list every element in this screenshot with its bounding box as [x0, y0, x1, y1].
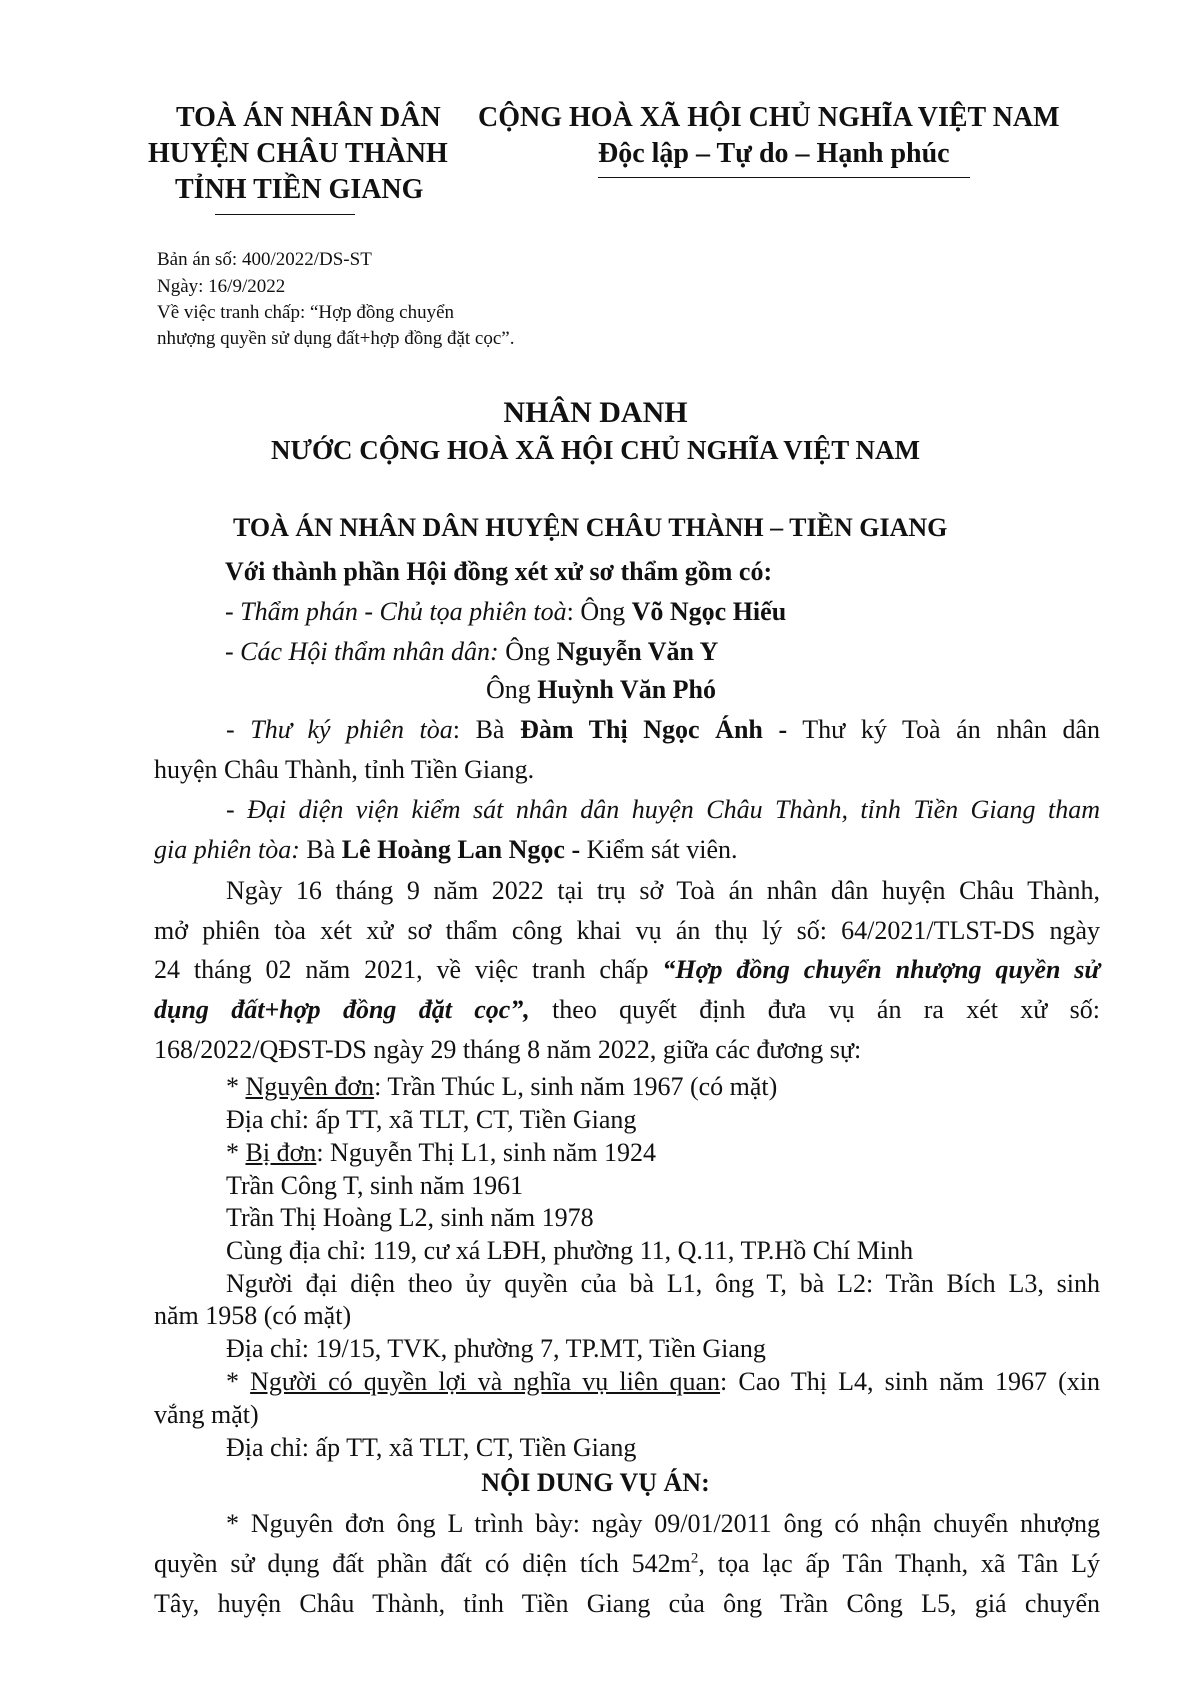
- nation-title: CỘNG HOÀ XÃ HỘI CHỦ NGHĨA VIỆT NAM: [478, 102, 1060, 133]
- content-heading: NỘI DUNG VỤ ÁN:: [481, 1468, 710, 1497]
- related-star: *: [226, 1367, 251, 1396]
- motto-underline: [598, 177, 970, 178]
- case-date: Ngày: 16/9/2022: [157, 276, 286, 297]
- intro-line4-b: theo quyết định đưa vụ án ra xét xử số:: [529, 995, 1100, 1024]
- procurator-suffix: Kiểm sát viên.: [580, 835, 738, 864]
- plaintiff-label: Nguyên đơn: [245, 1072, 375, 1101]
- clerk-suffix: Thư ký Toà án nhân dân: [787, 715, 1100, 744]
- defendant-3: Trần Thị Hoàng L2, sinh năm 1978: [226, 1203, 594, 1232]
- nation-motto: Độc lập – Tự do – Hạnh phúc: [598, 138, 950, 169]
- assessor-2: Huỳnh Văn Phó: [537, 675, 716, 704]
- procurator-line2: [154, 835, 738, 865]
- defendant-address: Cùng địa chỉ: 119, cư xá LĐH, phường 11, Q.11, TP.Hồ Chí Minh: [226, 1236, 914, 1265]
- plaintiff-line: [226, 1072, 777, 1102]
- court-name-line1: TOÀ ÁN NHÂN DÂN: [176, 102, 441, 133]
- representative-line2: năm 1958 (có mặt): [154, 1301, 352, 1330]
- clerk-label: - Thư ký phiên tòa: [226, 715, 453, 744]
- assessor-2-prefix: Ông: [486, 675, 538, 704]
- related-party-address: Địa chỉ: ấp TT, xã TLT, CT, Tiền Giang: [226, 1433, 637, 1462]
- intro-line2: mở phiên tòa xét xử sơ thẩm công khai vụ án thụ lý số: 64/2021/TLST-DS ngày: [154, 916, 1100, 945]
- court-underline: [215, 214, 355, 215]
- related-party-line: [226, 1367, 1100, 1397]
- procurator-name: Lê Hoàng Lan Ngọc -: [341, 835, 581, 864]
- judge-prefix: : Ông: [566, 597, 632, 626]
- square-meter-exponent: 2: [690, 1550, 699, 1567]
- judge-label: - Thẩm phán - Chủ tọa phiên toà: [225, 597, 567, 626]
- panel-heading: Với thành phần Hội đồng xét xử sơ thẩm gồm có:: [225, 557, 773, 586]
- assessors-label: - Các Hội thẩm nhân dân:: [225, 637, 499, 666]
- assessor-2-line: [486, 675, 716, 705]
- assessors-line: [225, 637, 718, 667]
- representative-line1: Người đại diện theo ủy quyền của bà L1, ông T, bà L2: Trần Bích L3, sinh: [226, 1269, 1100, 1298]
- clerk-prefix: : Bà: [452, 715, 521, 744]
- case-subject-line2: nhượng quyền sử dụng đất+hợp đồng đặt cọc”.: [157, 328, 515, 349]
- clerk-name: Đàm Thị Ngọc Ánh -: [520, 715, 788, 744]
- representative-address: Địa chỉ: 19/15, TVK, phường 7, TP.MT, Tiền Giang: [226, 1334, 766, 1363]
- intro-line4-a: dụng đất+hợp đồng đặt cọc”,: [154, 995, 530, 1024]
- assessor-1: Nguyễn Văn Y: [556, 637, 719, 666]
- case-subject-line1: Về việc tranh chấp: “Hợp đồng chuyển: [157, 302, 455, 323]
- defendant-text: : Nguyễn Thị L1, sinh năm 1924: [316, 1138, 656, 1167]
- intro-line5: 168/2022/QĐST-DS ngày 29 tháng 8 năm 2022, giữa các đương sự:: [154, 1035, 862, 1064]
- defendant-label: Bị đơn: [245, 1138, 317, 1167]
- related-label: Người có quyền lợi và nghĩa vụ liên quan: [250, 1367, 721, 1396]
- intro-line3: [154, 955, 1100, 985]
- plaintiff-star: *: [226, 1072, 246, 1101]
- procurator-label: gia phiên tòa:: [154, 835, 300, 864]
- assessors-prefix: Ông: [498, 637, 557, 666]
- intro-line4: [154, 995, 1100, 1025]
- related-party-line2: vắng mặt): [154, 1400, 259, 1429]
- content-line2-b: , tọa lạc ấp Tân Thạnh, xã Tân Lý: [698, 1549, 1100, 1578]
- plaintiff-text: : Trần Thúc L, sinh năm 1967 (có mặt): [374, 1072, 778, 1101]
- content-line3: Tây, huyện Châu Thành, tỉnh Tiền Giang của ông Trần Công L5, giá chuyển: [154, 1589, 1100, 1618]
- clerk-line: [226, 715, 1100, 745]
- defendant-star: *: [226, 1138, 246, 1167]
- court-name-line2: HUYỆN CHÂU THÀNH: [148, 138, 448, 169]
- intro-line3-b: “Hợp đồng chuyển nhượng quyền sử: [662, 955, 1101, 984]
- judge-name: Võ Ngọc Hiếu: [631, 597, 787, 626]
- title-line2: NƯỚC CỘNG HOÀ XÃ HỘI CHỦ NGHĨA VIỆT NAM: [270, 435, 921, 465]
- procurator-line1: - Đại diện viện kiểm sát nhân dân huyện Châu Thành, tỉnh Tiền Giang tham: [226, 795, 1100, 824]
- content-line2: [154, 1549, 1100, 1579]
- content-line1: * Nguyên đơn ông L trình bày: ngày 09/01/2011 ông có nhận chuyển nhượng: [226, 1509, 1100, 1538]
- clerk-line2: huyện Châu Thành, tỉnh Tiền Giang.: [154, 755, 535, 784]
- court-title: TOÀ ÁN NHÂN DÂN HUYỆN CHÂU THÀNH – TIỀN GIANG: [233, 513, 948, 542]
- content-line2-a: quyền sử dụng đất phần đất có diện tích 542m: [154, 1549, 691, 1578]
- plaintiff-address: Địa chỉ: ấp TT, xã TLT, CT, Tiền Giang: [226, 1105, 637, 1134]
- defendant-line: [226, 1138, 656, 1168]
- intro-line1: Ngày 16 tháng 9 năm 2022 tại trụ sở Toà án nhân dân huyện Châu Thành,: [226, 876, 1100, 905]
- intro-line3-a: 24 tháng 02 năm 2021, về việc tranh chấp: [154, 955, 663, 984]
- case-number: Bản án số: 400/2022/DS-ST: [157, 249, 372, 270]
- defendant-2: Trần Công T, sinh năm 1961: [226, 1171, 524, 1200]
- court-name-line3: TỈNH TIỀN GIANG: [175, 174, 424, 205]
- procurator-prefix: Bà: [299, 835, 342, 864]
- related-text: : Cao Thị L4, sinh năm 1967 (xin: [720, 1367, 1100, 1396]
- title-line1: NHÂN DANH: [503, 396, 688, 429]
- judge-line: [225, 597, 786, 627]
